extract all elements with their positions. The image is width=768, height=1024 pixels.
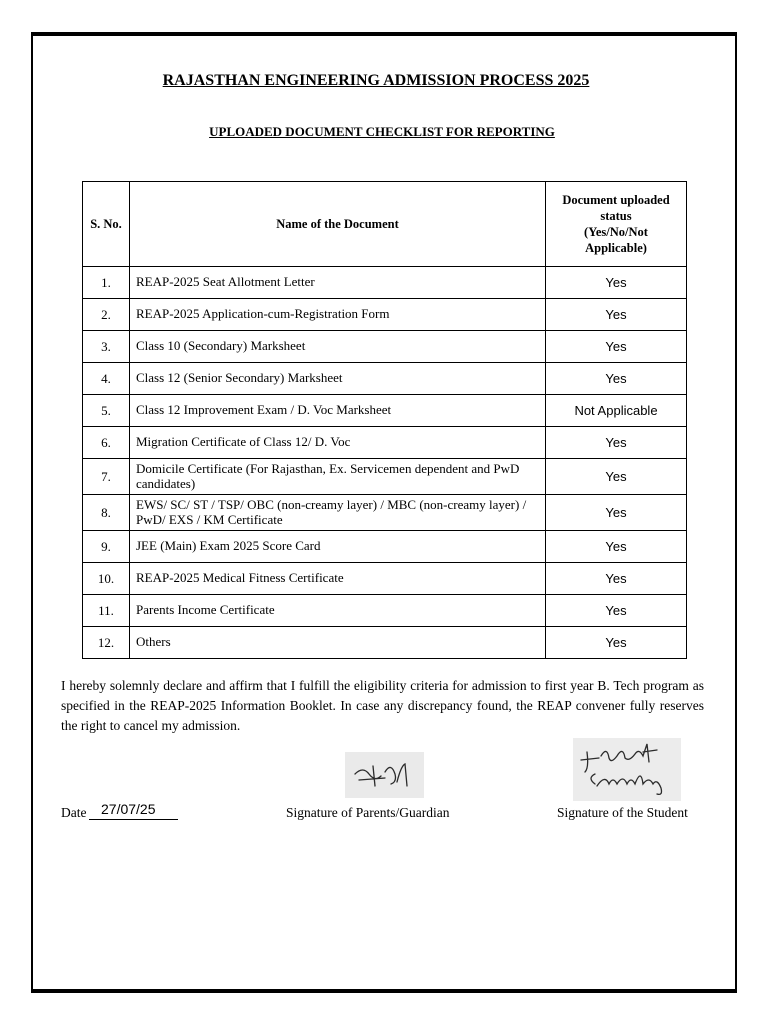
date-value: 27/07/25 bbox=[101, 801, 156, 817]
row-status: Not Applicable bbox=[546, 395, 687, 427]
row-document-name: Others bbox=[130, 627, 546, 659]
row-sno: 6. bbox=[83, 427, 130, 459]
row-sno: 7. bbox=[83, 459, 130, 495]
row-document-name: JEE (Main) Exam 2025 Score Card bbox=[130, 531, 546, 563]
column-header-status bbox=[546, 182, 687, 267]
parent-signature-label: Signature of Parents/Guardian bbox=[286, 805, 450, 820]
status-header-line: Applicable) bbox=[585, 241, 647, 256]
row-document-name: Class 12 (Senior Secondary) Marksheet bbox=[130, 363, 546, 395]
row-sno: 3. bbox=[83, 331, 130, 363]
table-row bbox=[83, 331, 687, 363]
row-sno: 1. bbox=[83, 267, 130, 299]
document-checklist-table bbox=[82, 181, 687, 659]
row-sno: 2. bbox=[83, 299, 130, 331]
row-document-name: Class 10 (Secondary) Marksheet bbox=[130, 331, 546, 363]
row-sno: 4. bbox=[83, 363, 130, 395]
row-status: Yes bbox=[546, 267, 687, 299]
table-row bbox=[83, 299, 687, 331]
date-label: Date bbox=[61, 805, 87, 820]
row-status: Yes bbox=[546, 459, 687, 495]
row-document-name: REAP-2025 Application-cum-Registration Form bbox=[130, 299, 546, 331]
page-subtitle: UPLOADED DOCUMENT CHECKLIST FOR REPORTING bbox=[209, 124, 555, 139]
row-sno: 12. bbox=[83, 627, 130, 659]
table-row bbox=[83, 267, 687, 299]
declaration-text: I hereby solemnly declare and affirm that I fulfill the eligibility criteria for admission to first year B. Tech program as specified in the REAP-2025 Information Booklet. In case any discrepancy found, the REAP convener fully reserves the right to cancel my admission. bbox=[61, 678, 704, 733]
table-row bbox=[83, 531, 687, 563]
table-row bbox=[83, 395, 687, 427]
table-row bbox=[83, 495, 687, 531]
row-status: Yes bbox=[546, 495, 687, 531]
student-signature-image bbox=[573, 738, 681, 801]
row-status: Yes bbox=[546, 299, 687, 331]
parent-signature-image bbox=[345, 752, 424, 798]
row-status: Yes bbox=[546, 427, 687, 459]
student-signature-label: Signature of the Student bbox=[557, 805, 688, 820]
row-status: Yes bbox=[546, 331, 687, 363]
status-header-line: (Yes/No/Not bbox=[584, 225, 648, 239]
status-header-line: status bbox=[600, 208, 632, 223]
parent-signature-scribble bbox=[345, 752, 424, 798]
row-sno: 8. bbox=[83, 495, 130, 531]
row-status: Yes bbox=[546, 363, 687, 395]
table-row bbox=[83, 363, 687, 395]
column-header-sno: S. No. bbox=[83, 182, 130, 267]
row-status: Yes bbox=[546, 595, 687, 627]
row-sno: 9. bbox=[83, 531, 130, 563]
row-document-name: Class 12 Improvement Exam / D. Voc Marksheet bbox=[130, 395, 546, 427]
row-document-name: Parents Income Certificate bbox=[130, 595, 546, 627]
row-status: Yes bbox=[546, 627, 687, 659]
table-row bbox=[83, 427, 687, 459]
student-signature-scribble bbox=[573, 738, 681, 801]
row-sno: 5. bbox=[83, 395, 130, 427]
row-document-name: REAP-2025 Medical Fitness Certificate bbox=[130, 563, 546, 595]
row-document-name: Domicile Certificate (For Rajasthan, Ex. Servicemen dependent and PwD candidates) bbox=[130, 459, 546, 495]
table-row bbox=[83, 627, 687, 659]
status-header-line: Document uploaded bbox=[562, 192, 670, 207]
page-title: RAJASTHAN ENGINEERING ADMISSION PROCESS 2025 bbox=[162, 72, 590, 89]
table-row bbox=[83, 459, 687, 495]
table-row bbox=[83, 563, 687, 595]
table-header-row bbox=[83, 182, 687, 267]
row-sno: 10. bbox=[83, 563, 130, 595]
row-document-name: EWS/ SC/ ST / TSP/ OBC (non-creamy layer) / MBC (non-creamy layer) / PwD/ EXS / KM Certificate bbox=[130, 495, 546, 531]
date-underline bbox=[89, 819, 178, 820]
table-row bbox=[83, 595, 687, 627]
column-header-name: Name of the Document bbox=[130, 182, 546, 267]
row-status: Yes bbox=[546, 531, 687, 563]
row-document-name: REAP-2025 Seat Allotment Letter bbox=[130, 267, 546, 299]
row-document-name: Migration Certificate of Class 12/ D. Voc bbox=[130, 427, 546, 459]
row-status: Yes bbox=[546, 563, 687, 595]
row-sno: 11. bbox=[83, 595, 130, 627]
